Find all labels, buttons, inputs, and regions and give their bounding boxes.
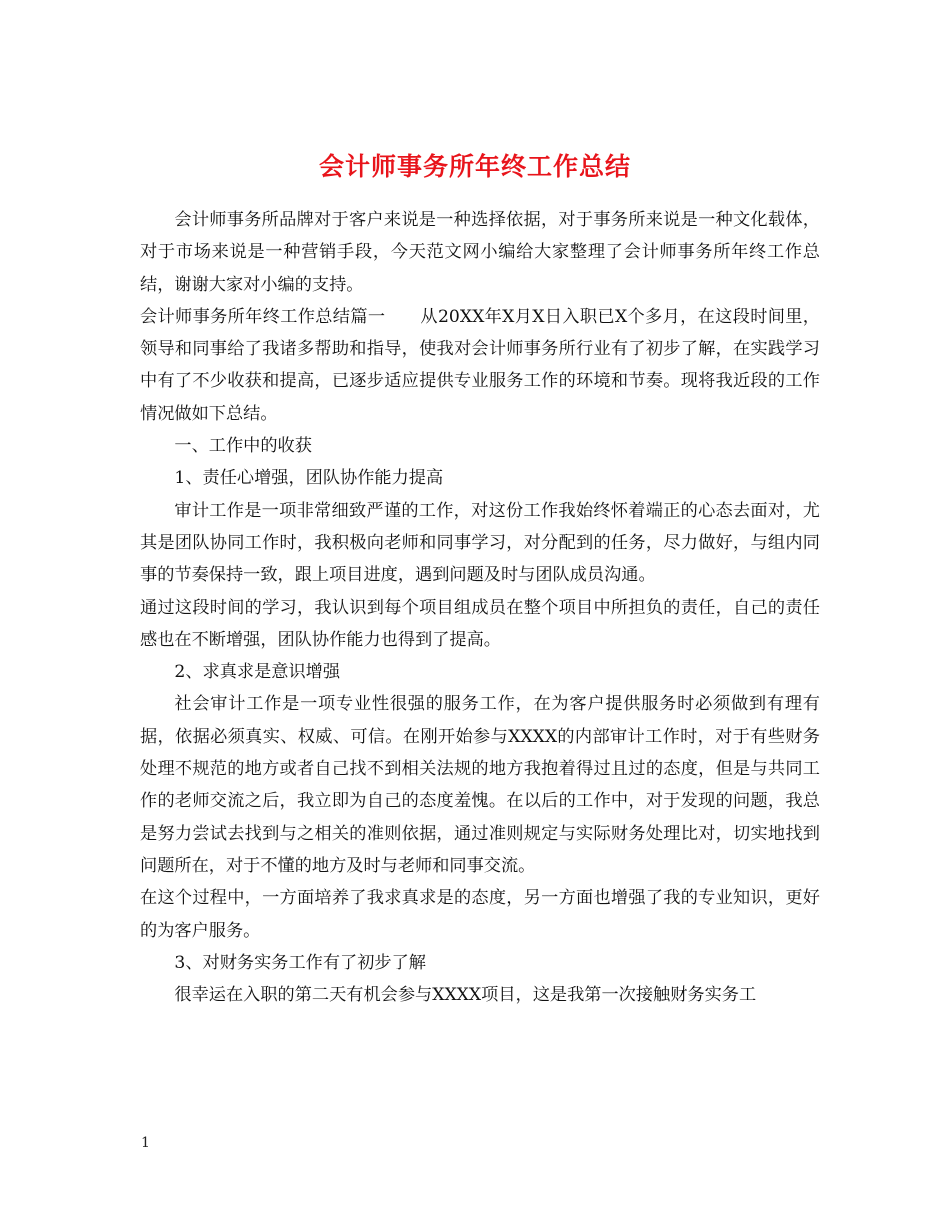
- subsection-heading-3: 3、对财务实务工作有了初步了解: [174, 952, 426, 973]
- paragraph-truth-seeking: 社会审计工作是一项专业性很强的服务工作，在为客户提供服务时必须做到有理有据，依据必须真实、权威、可信。在刚开始参与XXXX的内部审计工作时，对于有些财务处理不规范的地方或者自己找不到相关法规的地方我抱着得过且过的态度，但是与共同工作的老师交流之后，我立即为自己的态度羞愧。在以后的工作中，对于发现的问题，我总是努力尝试去找到与之相关的准则依据，通过准则规定与实际财务处理比对，切实地找到问题所在，对于不懂的地方及时与老师和同事交流。: [140, 694, 820, 876]
- page-title: 会计师事务所年终工作总结: [318, 151, 631, 181]
- section-heading-gains: 一、工作中的收获: [174, 436, 312, 457]
- page-number: 1: [141, 1135, 150, 1151]
- paragraph-practice: 很幸运在入职的第二天有机会参与XXXX项目，这是我第一次接触财务实务工: [174, 985, 757, 1006]
- paragraph-truth-seeking-cont: 在这个过程中，一方面培养了我求真求是的态度，另一方面也增强了我的专业知识，更好的为客户服务。: [140, 888, 820, 941]
- paragraph-responsibility-cont: 通过这段时间的学习，我认识到每个项目组成员在整个项目中所担负的责任，自己的责任感也在不断增强，团队协作能力也得到了提高。: [140, 597, 820, 650]
- subsection-heading-2: 2、求真求是意识增强: [174, 662, 341, 683]
- paragraph-responsibility: 审计工作是一项非常细致严谨的工作，对这份工作我始终怀着端正的心态去面对，尤其是团队协同工作时，我积极向老师和同事学习，对分配到的任务，尽力做好，与组内同事的节奏保持一致，跟上项目进度，遇到问题及时与团队成员沟通。: [140, 500, 820, 586]
- intro-paragraph: 会计师事务所品牌对于客户来说是一种选择依据，对于事务所来说是一种文化载体，对于市场来说是一种营销手段，今天范文网小编给大家整理了会计师事务所年终工作总结，谢谢大家对小编的支持。: [140, 210, 820, 295]
- paragraph-opening: 会计师事务所年终工作总结篇一 从20XX年X月X日入职已X个多月，在这段时间里，领导和同事给了我诸多帮助和指导，使我对会计师事务所行业有了初步了解，在实践学习中有了不少收获和提高，已逐步适应提供专业服务工作的环境和节奏。现将我近段的工作情况做如下总结。: [140, 306, 820, 424]
- subsection-heading-1: 1、责任心增强，团队协作能力提高: [174, 468, 444, 489]
- document-body: [140, 204, 820, 1011]
